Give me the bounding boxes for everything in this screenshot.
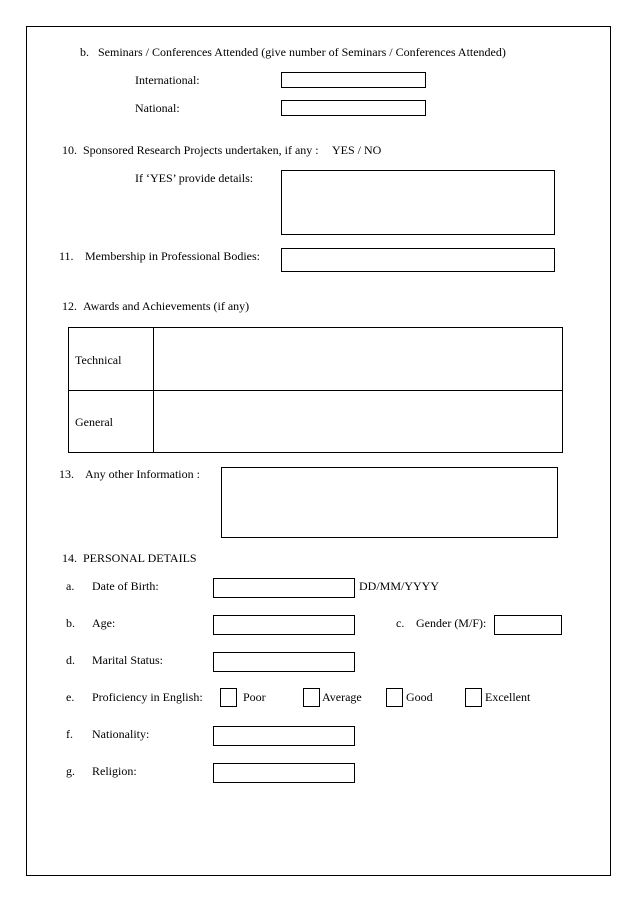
other-info-number: 13. [59,467,74,481]
sponsored-details-label: If ‘YES’ provide details: [135,171,254,185]
sponsored-yes-no[interactable]: YES / NO [332,143,382,157]
english-average-label: Average [322,690,362,704]
nationality-field[interactable] [213,726,355,746]
awards-technical-field[interactable] [154,328,562,390]
age-label: Age: [92,616,116,630]
english-label: Proficiency in English: [92,690,203,704]
marital-field[interactable] [213,652,355,672]
english-good-label: Good [406,690,433,704]
international-field[interactable] [281,72,426,88]
marital-letter: d. [66,653,75,667]
english-average-checkbox[interactable] [303,688,320,707]
seminars-heading: b. Seminars / Conferences Attended (give number of Seminars / Conferences Attended) [80,45,506,59]
nationality-letter: f. [66,727,73,741]
dob-field[interactable] [213,578,355,598]
dob-format-hint: DD/MM/YYYY [359,579,440,593]
dob-label: Date of Birth: [92,579,159,593]
marital-label: Marital Status: [92,653,163,667]
membership-number: 11. [59,249,74,263]
gender-field[interactable] [494,615,562,635]
awards-general-label: General [75,415,113,429]
personal-heading: 14. PERSONAL DETAILS [62,551,197,565]
awards-row-general [69,390,562,452]
english-excellent-label: Excellent [485,690,531,704]
english-good-checkbox[interactable] [386,688,403,707]
gender-label: Gender (M/F): [416,616,487,630]
english-letter: e. [66,690,75,704]
age-field[interactable] [213,615,355,635]
awards-heading: 12. Awards and Achievements (if any) [62,299,250,313]
awards-table [68,327,563,453]
english-excellent-checkbox[interactable] [465,688,482,707]
religion-label: Religion: [92,764,137,778]
international-label: International: [135,73,200,87]
awards-technical-label: Technical [75,353,122,367]
membership-label: Membership in Professional Bodies: [85,249,260,263]
english-poor-label: Poor [243,690,266,704]
national-field[interactable] [281,100,426,116]
membership-field[interactable] [281,248,555,272]
religion-letter: g. [66,764,75,778]
other-info-label: Any other Information : [85,467,200,481]
national-label: National: [135,101,180,115]
age-letter: b. [66,616,75,630]
sponsored-label: 10. Sponsored Research Projects undertaken, if any : [62,143,319,157]
awards-general-field[interactable] [154,390,562,452]
english-poor-checkbox[interactable] [220,688,237,707]
gender-letter: c. [396,616,405,630]
sponsored-details-field[interactable] [281,170,555,235]
other-info-field[interactable] [221,467,558,538]
religion-field[interactable] [213,763,355,783]
nationality-label: Nationality: [92,727,150,741]
awards-row-technical [69,328,562,391]
dob-letter: a. [66,579,75,593]
